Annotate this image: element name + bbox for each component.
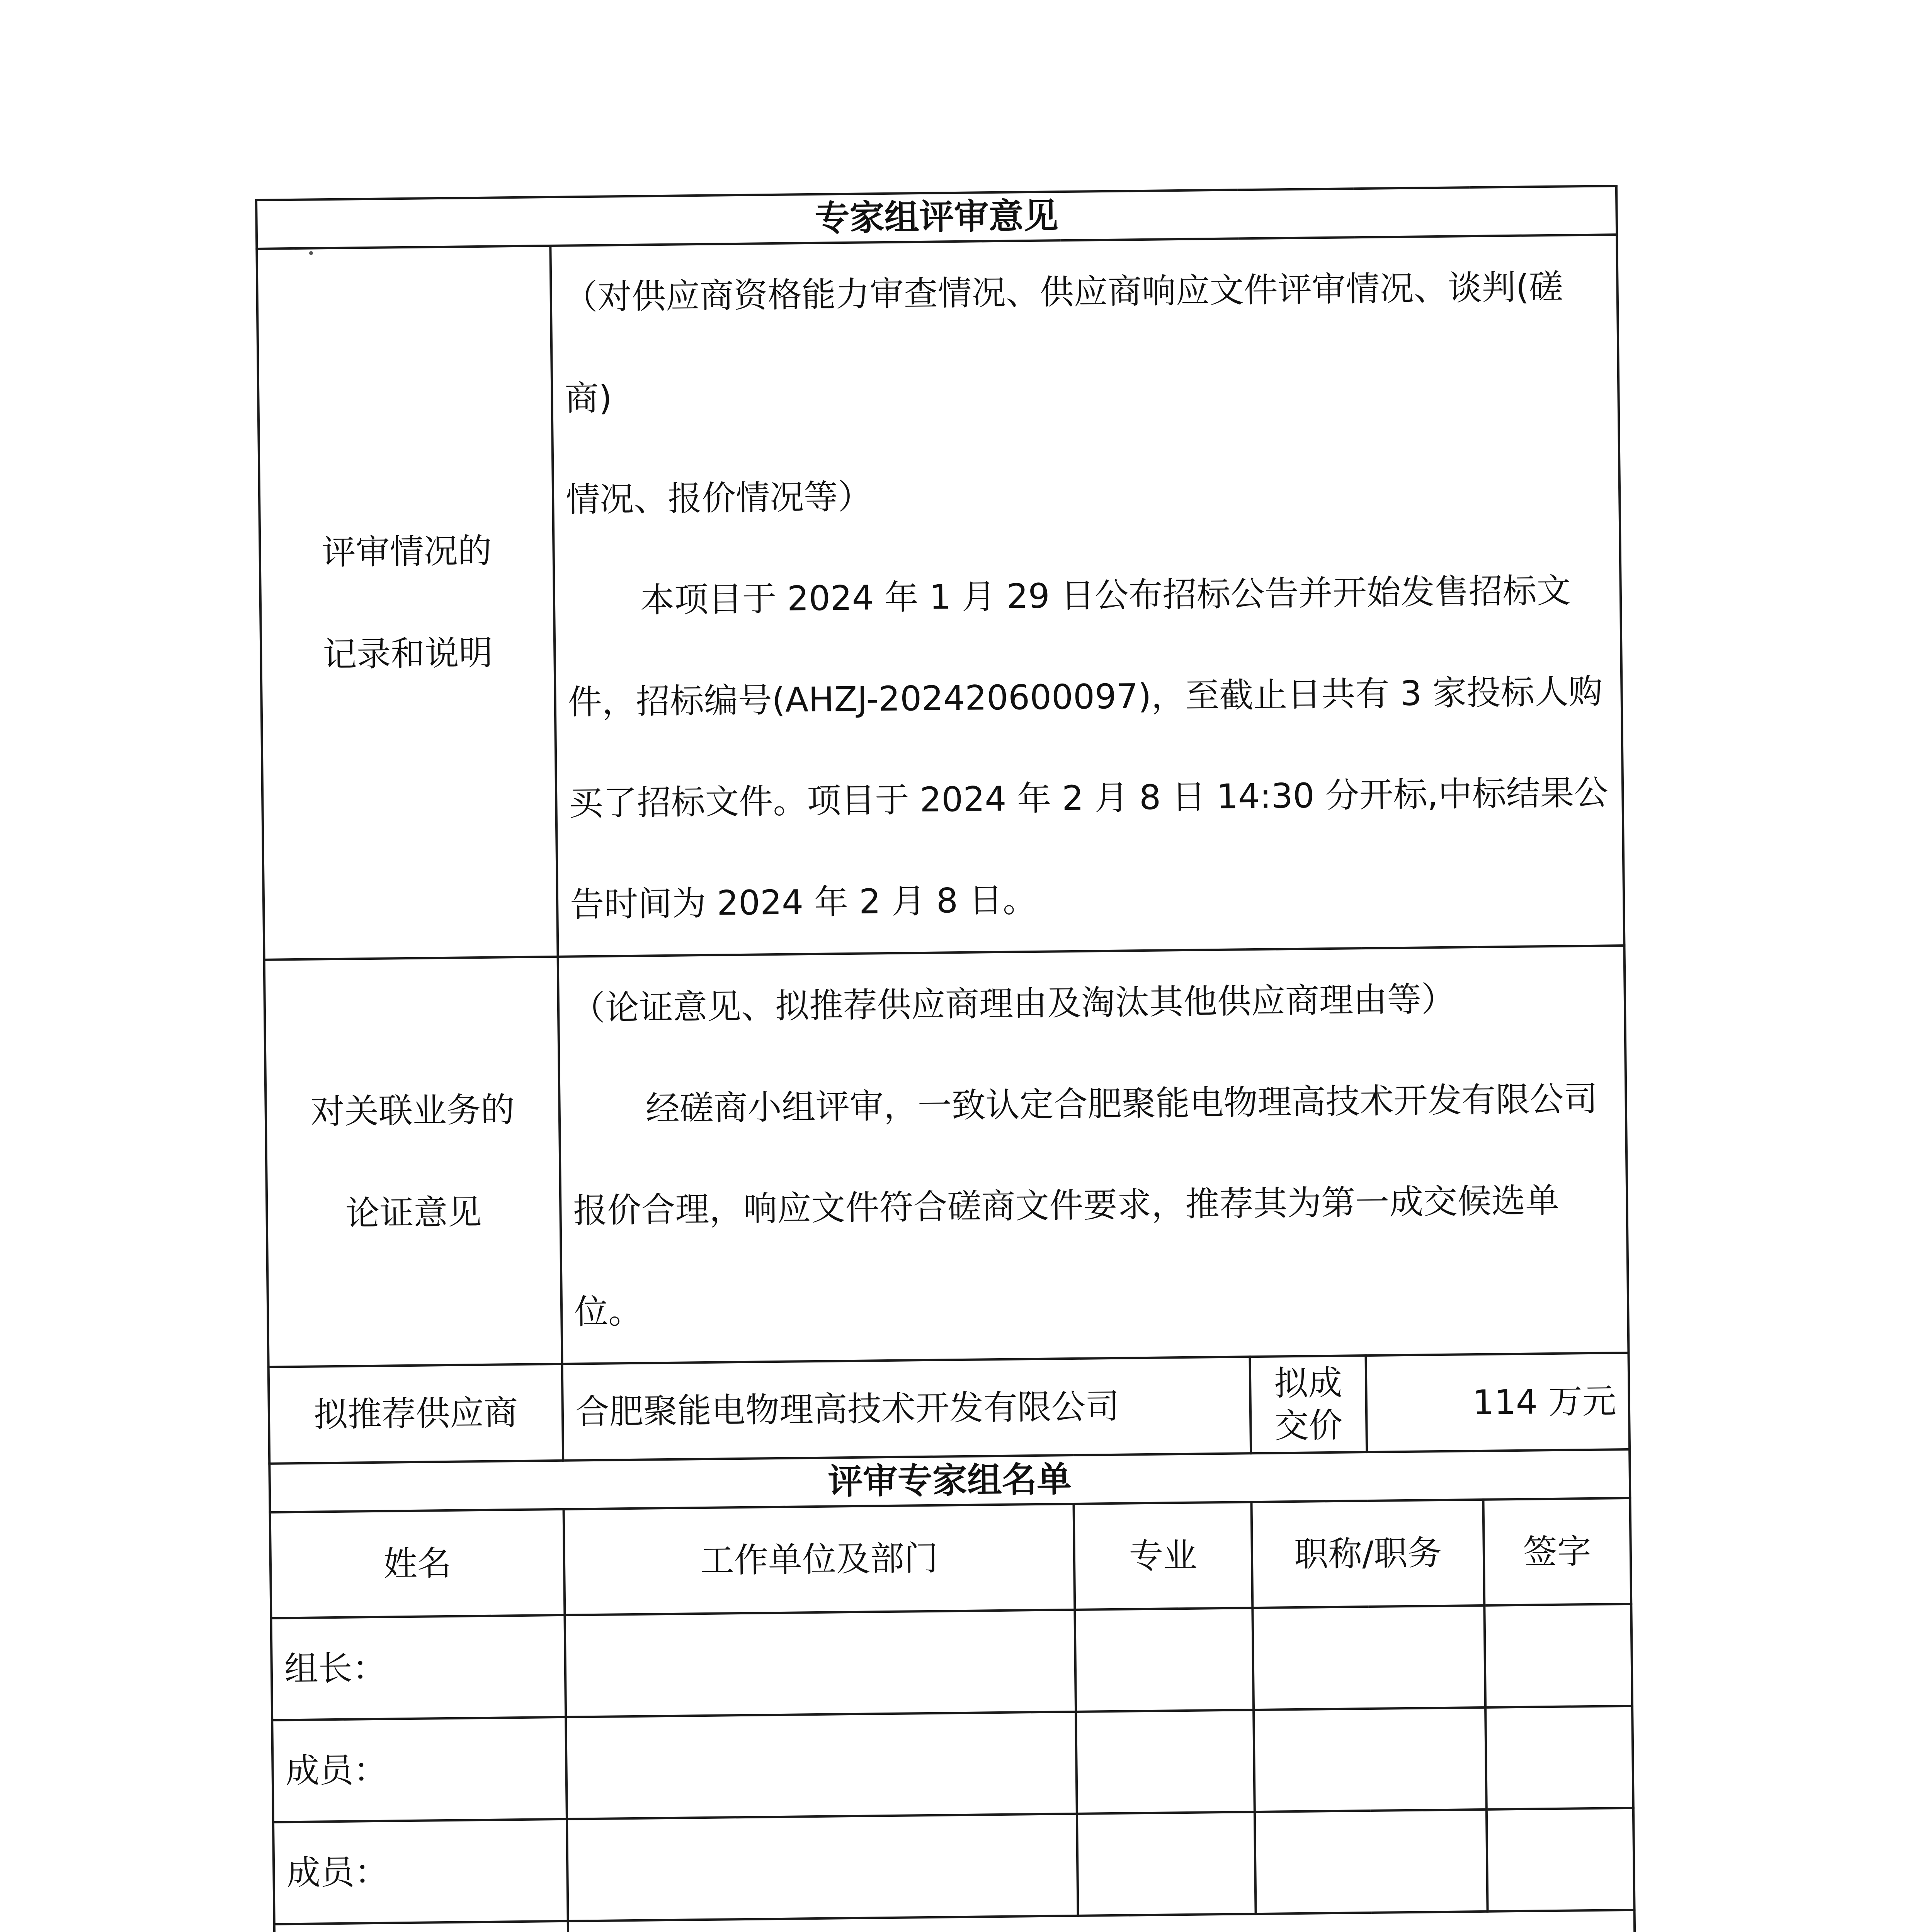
header-name: 姓名 <box>270 1509 565 1618</box>
related-business-label <box>264 957 562 1367</box>
expert-role: 组长： <box>271 1615 566 1720</box>
related-business-label-line1: 对关联业务的 <box>310 1090 515 1132</box>
header-unit: 工作单位及部门 <box>564 1504 1075 1615</box>
recommended-supplier-name: 合肥聚能电物理高技术开发有限公司 <box>562 1357 1251 1461</box>
expert-title <box>1254 1708 1487 1812</box>
expert-list-title: 评审专家组名单 <box>269 1449 1630 1512</box>
related-business-label-line2: 论证意见 <box>345 1192 482 1233</box>
table-row <box>271 1604 1632 1720</box>
review-record-body: 本项目于 2024 年 1 月 29 日公布招标公告并开始发售招标文件，招标编号(AHZJ-202420600097)，至截止日共有 3 家投标人购买了招标文件。项目于 2024 年 2 月 8 日 14:30 分开标,中标结果公告时间为 2024 年 2 月 8 日。 <box>568 570 1609 925</box>
expert-major <box>1076 1710 1255 1814</box>
expert-major <box>1075 1608 1254 1712</box>
review-record-content <box>550 235 1624 957</box>
header-signature: 签字 <box>1483 1498 1631 1605</box>
related-business-body: 经磋商小组评审，一致认定合肥聚能电物理高技术开发有限公司报价合理，响应文件符合磋商文件要求，推荐其为第一成交候选单位。 <box>573 1078 1598 1332</box>
table-row <box>272 1706 1633 1822</box>
expert-review-table <box>255 185 1642 1932</box>
review-record-label-line1: 评审情况的 <box>322 531 492 573</box>
scan-speck <box>309 251 313 255</box>
header-major: 专业 <box>1073 1502 1252 1610</box>
header-title: 职称/职务 <box>1251 1500 1484 1608</box>
review-record-label <box>257 246 558 960</box>
expert-signature <box>1487 1808 1635 1912</box>
review-record-hint-line2: 情况、报价情况等） <box>565 476 872 520</box>
recommended-supplier-label: 拟推荐供应商 <box>269 1364 563 1464</box>
expert-title <box>1255 1810 1488 1914</box>
related-business-content <box>558 946 1629 1364</box>
form-title: 专家组评审意见 <box>256 186 1617 249</box>
expert-major <box>1077 1812 1256 1916</box>
table-row <box>273 1808 1635 1924</box>
related-business-hint: （论证意见、拟推荐供应商理由及淘汰其他供应商理由等） <box>571 979 1456 1028</box>
proposed-price-value: 114 万元 <box>1366 1353 1630 1452</box>
expert-unit <box>565 1610 1076 1717</box>
expert-signature <box>1484 1604 1632 1708</box>
expert-role: 成员： <box>272 1717 567 1822</box>
expert-signature <box>1485 1706 1633 1810</box>
expert-unit <box>567 1814 1078 1921</box>
expert-role: 成员： <box>273 1819 568 1924</box>
expert-title <box>1252 1605 1485 1710</box>
expert-unit <box>566 1712 1077 1819</box>
review-form-sheet <box>255 185 1640 1932</box>
review-record-label-line2: 记录和说明 <box>322 633 493 675</box>
proposed-price-label: 拟成交价 <box>1250 1355 1367 1453</box>
review-record-hint-line1: （对供应商资格能力审查情况、供应商响应文件评审情况、谈判(磋商) <box>563 267 1563 418</box>
